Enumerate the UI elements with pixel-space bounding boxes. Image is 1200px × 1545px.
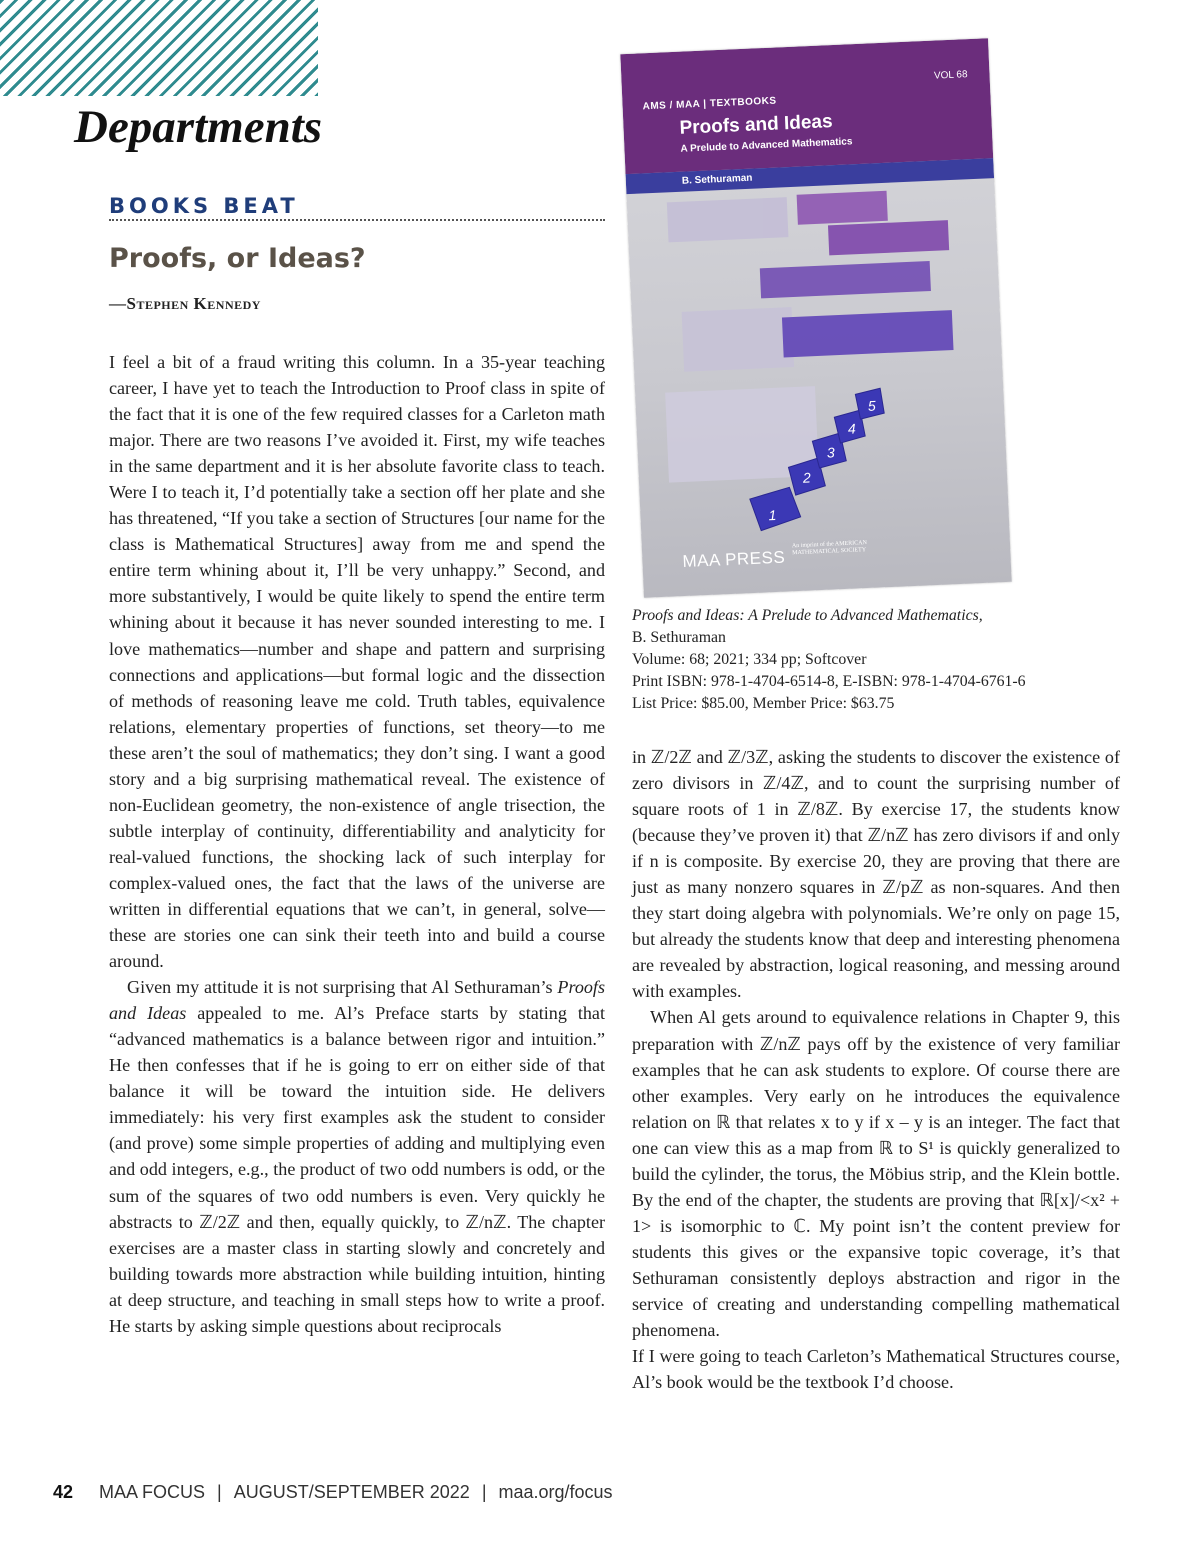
cover-volume: VOL 68	[933, 69, 968, 82]
byline: —Stephen Kennedy	[109, 294, 261, 313]
decorative-stripes	[0, 0, 318, 96]
caption-author: B. Sethuraman	[632, 629, 726, 646]
footer-url: maa.org/focus	[498, 1482, 613, 1502]
cover-series: AMS / MAA | TEXTBOOKS	[642, 95, 777, 113]
cover-subtitle: A Prelude to Advanced Mathematics	[680, 136, 853, 155]
paragraph-1: I feel a bit of a fraud writing this column. In a 35-year teaching career, I have yet to teach the Introduction to Proof class in spite of the fact that it is one of the few required classes for a Carleton math major. There are two reasons I’ve avoided it. First, my wife teaches in the same department and it is her absolute favorite class to teach. Were I to teach it, I’d potentially take a section off her plate and she has threatened, “If you take a section of Structures [our name for the class is Mathematical Structures] away from me and spend the entire term whining about it, I’ll be very unhappy.” Second, and more substantively, I would be quite likely to spend the entire term whining about it because it has never sounded interesting to me. I love mathematics—number and shape and pattern and surprising connections and applications—but formal logic and the dissection of methods of reasoning leave me cold. Truth tables, equivalence relations, elementary properties of functions, set theory—to me these aren’t the soul of mathematics; they don’t sing. I want a good story and a big surprising mathematical reveal. The existence of non-Euclidean geometry, the non-existence of angle trisection, the subtle interplay of continuity, differentiability and analyticity for real-valued functions, the shocking lack of such interplay for complex-valued ones, the fact that the laws of the universe are written in differential equations that we can’t, in general, solve—these are stories one can sink their teeth into and build a course around.	[109, 352, 605, 972]
issue-date: AUGUST/SEPTEMBER 2022	[233, 1482, 470, 1502]
paragraph-2	[109, 974, 605, 1339]
caption-details: Volume: 68; 2021; 334 pp; Softcover	[632, 651, 867, 668]
paragraph-2-text-b: appealed to me. Al’s Preface starts by stating that “advanced mathematics is a balance between rigor and intuition.” He then confesses that if he is going to err on either side of that balance it will be toward the intuition side. He delivers immediately: his very first examples ask the student to consider (and prove) some simple properties of adding and multiplying even and odd integers, e.g., the product of two odd numbers is odd, or the sum of the squares of two odd numbers is even. Very quickly he abstracts to ℤ/2ℤ and then, equally quickly, to ℤ/nℤ. The chapter exercises are a master class in starting slowly and concretely and building towards more abstraction while building intuition, hinting at deep structure, and teaching in small steps how to write a proof. He starts by asking simple questions about reciprocals	[109, 1003, 605, 1336]
book-caption	[632, 605, 1132, 715]
step-3: 3	[826, 444, 836, 461]
book-cover-image	[620, 38, 1011, 598]
maa-press-logo: MAA PRESS	[682, 547, 786, 572]
article-headline: Proofs, or Ideas?	[109, 243, 366, 274]
domino-staircase-illustration	[626, 178, 1009, 554]
magazine-name: MAA FOCUS	[99, 1482, 206, 1502]
step-2: 2	[802, 469, 812, 486]
section-title: Departments	[74, 101, 323, 153]
step-1: 1	[768, 506, 777, 524]
paragraph-3: in ℤ/2ℤ and ℤ/3ℤ, asking the students to discover the existence of zero divisors in ℤ/4ℤ, and to count the surprising number of square roots of 1 in ℤ/8ℤ. By exercise 17, the students know (because they’ve proven it) that ℤ/nℤ has zero divisors if and only if n is composite. By exercise 20, they are proving that there are just as many nonzero squares in ℤ/pℤ as non-squares. And then they start doing algebra with polynomials. We’re only on page 15, but already the students know that deep and interesting phenomena are revealed by abstraction, logical reasoning, and messing around with examples.	[632, 747, 1120, 1002]
footer-separator-2: |	[481, 1482, 487, 1502]
caption-price: List Price: $85.00, Member Price: $63.75	[632, 695, 895, 712]
footer-separator-1: |	[217, 1482, 222, 1502]
paragraph-4: When Al gets around to equivalence relations in Chapter 9, this preparation with ℤ/nℤ pays off by the existence of very familiar examples that he can ask students to explore. Of course there are other examples. Very early on he introduces the equivalence relation on ℝ that relates x to y if x – y is an integer. The fact that one can view this as a map from ℝ to S¹ is quickly generalized to build the cylinder, the torus, the Möbius strip, and the Klein bottle. By the end of the chapter, the students are proving that ℝ[x]/<x² + 1> is isomorphic to ℂ. My point isn’t the content preview for students this gives or the expansive topic coverage, it’s that Sethuraman consistently deploys abstraction and rigor in the service of creating and understanding compelling mathematical phenomena.	[632, 1007, 1120, 1341]
cover-author: B. Sethuraman	[681, 172, 753, 187]
caption-isbn: Print ISBN: 978-1-4704-6514-8, E-ISBN: 978-1-4704-6761-6	[632, 673, 1026, 690]
paragraph-2-text-a: Given my attitude it is not surprising that Al Sethuraman’s	[127, 977, 558, 998]
book-title-italic: Proofs and Ideas	[109, 977, 605, 1024]
ams-imprint: An imprint of the AMERICAN MATHEMATICAL SOCIETY	[791, 539, 867, 557]
caption-title: Proofs and Ideas: A Prelude to Advanced Mathematics,	[632, 607, 983, 624]
column-label: BOOKS BEAT	[109, 194, 605, 221]
left-column	[109, 349, 605, 1339]
paragraph-5: If I were going to teach Carleton’s Mathematical Structures course, Al’s book would be the textbook I’d choose.	[632, 1346, 1120, 1393]
page-footer	[53, 1482, 613, 1503]
cover-title: Proofs and Ideas	[679, 111, 834, 139]
right-column	[632, 744, 1120, 1395]
step-4: 4	[847, 420, 856, 437]
page-number: 42	[53, 1482, 74, 1502]
step-5: 5	[867, 397, 877, 414]
